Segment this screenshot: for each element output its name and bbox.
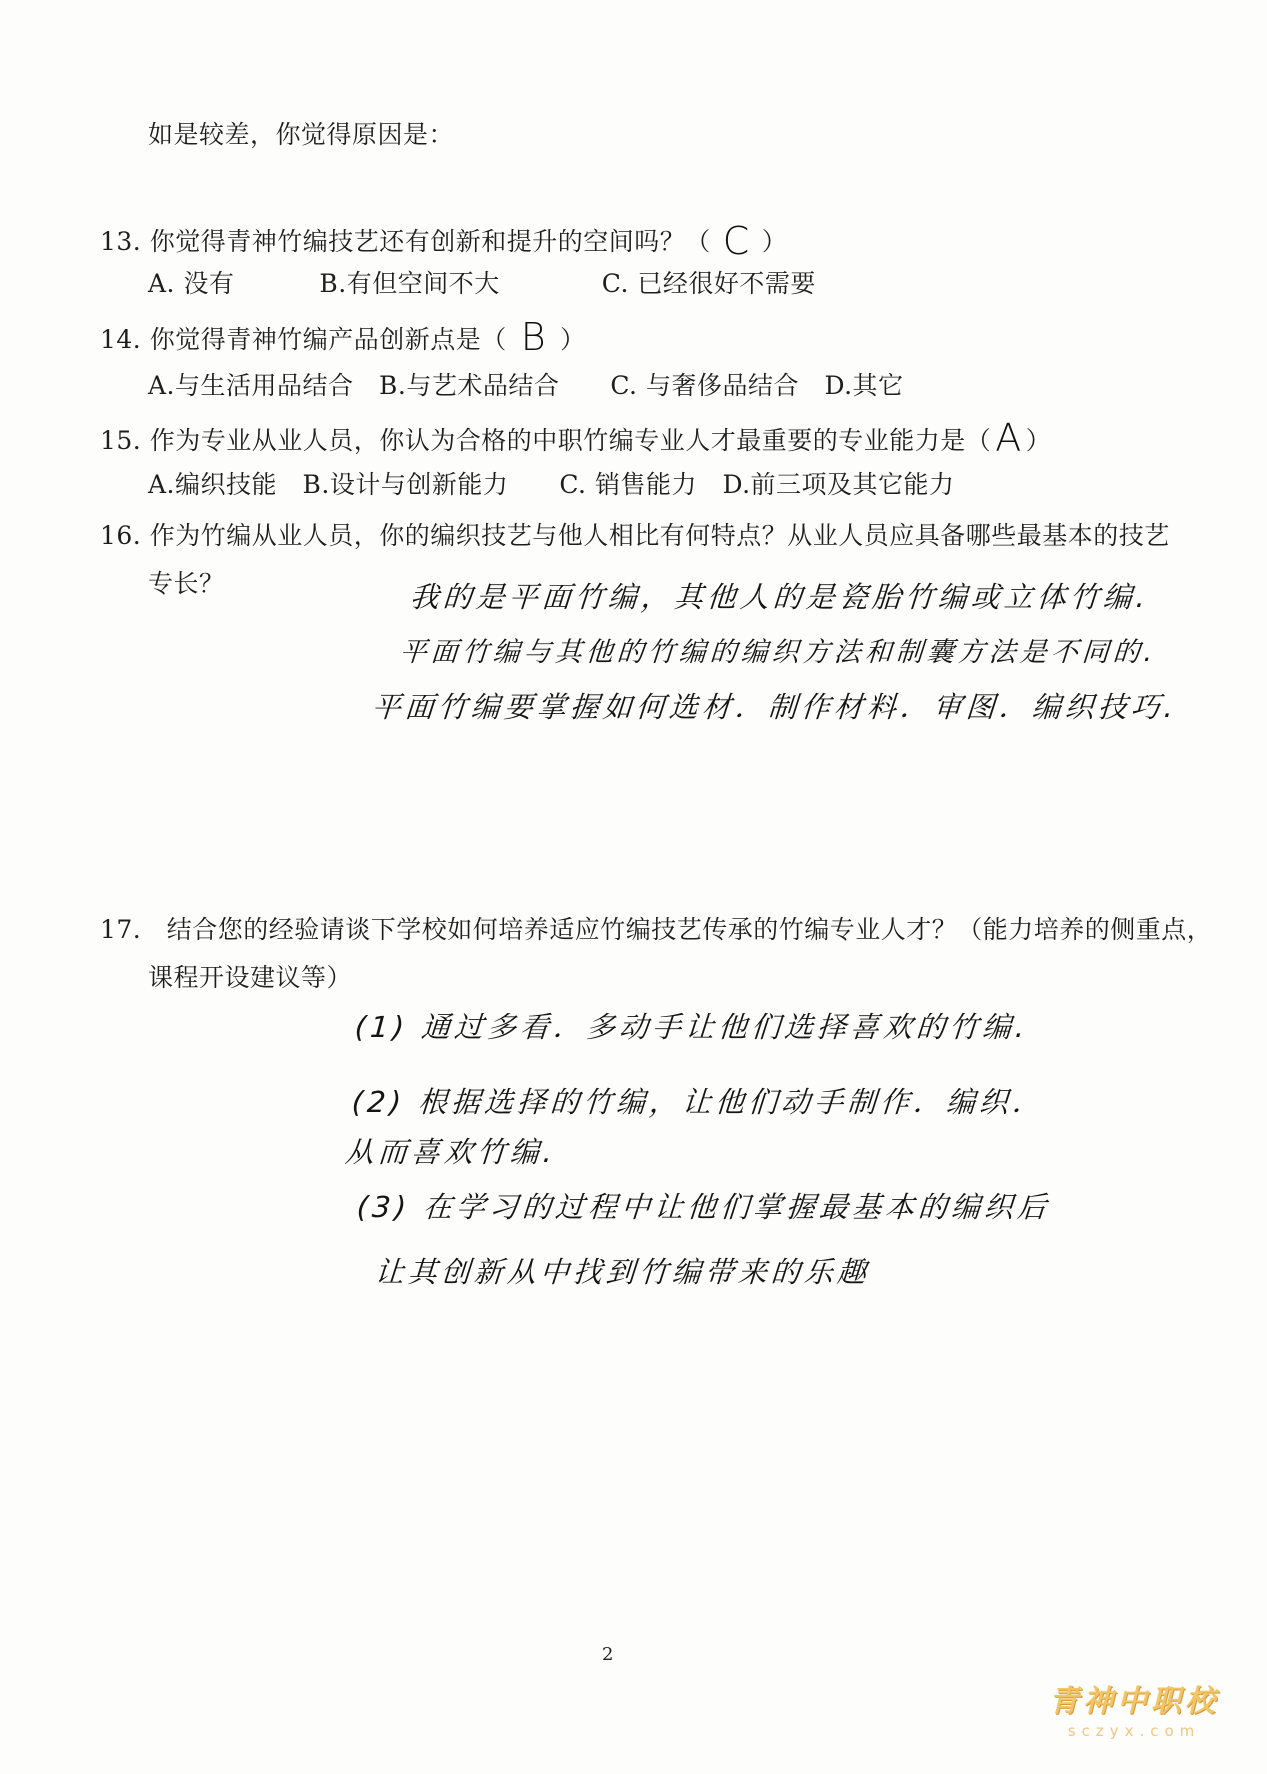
q13-question-text: 13. 你觉得青神竹编技艺还有创新和提升的空间吗？（ bbox=[100, 227, 711, 256]
q14-close: ） bbox=[560, 325, 586, 354]
q17-handwritten-line: 让其创新从中找到竹编带来的乐趣 bbox=[373, 1255, 872, 1289]
q16-question-line1: 16. 作为竹编从业人员，你的编织技艺与他人相比有何特点？从业人员应具备哪些最基本的技艺 bbox=[100, 521, 1170, 550]
q15-question bbox=[100, 416, 1052, 460]
q13-options: A. 没有 B.有但空间不大 C. 已经很好不需要 bbox=[148, 269, 816, 298]
watermark-url: sczyx.com bbox=[1067, 1722, 1201, 1740]
intro-line: 如是较差，你觉得原因是： bbox=[148, 120, 455, 149]
q16-question-line2: 专长？ bbox=[148, 569, 225, 598]
page-number: 2 bbox=[602, 1644, 614, 1665]
q17-handwritten-line: (2) 根据选择的竹编，让他们动手制作．编织． bbox=[350, 1085, 1047, 1119]
q13-answer: C bbox=[722, 219, 750, 263]
q14-question-text: 14. 你觉得青神竹编产品创新点是（ bbox=[100, 325, 507, 354]
q16-handwritten-line: 我的是平面竹编，其他人的是瓷胎竹编或立体竹编. bbox=[408, 580, 1151, 614]
q14-options: A.与生活用品结合 B.与艺术品结合 C. 与奢侈品结合 D.其它 bbox=[148, 371, 904, 400]
q17-handwritten-line: 从而喜欢竹编. bbox=[343, 1135, 558, 1169]
q15-answer: A bbox=[995, 416, 1022, 460]
q13-close: ） bbox=[761, 227, 788, 256]
q13-question bbox=[100, 219, 788, 263]
watermark bbox=[1049, 1676, 1219, 1740]
q16-handwritten-line: 平面竹编与其他的竹编的编织方法和制囊方法是不同的. bbox=[398, 637, 1158, 668]
q15-question-text: 15. 作为专业从业人员，你认为合格的中职竹编专业人才最重要的专业能力是（ bbox=[100, 426, 992, 455]
q17-handwritten-line: (3) 在学习的过程中让他们掌握最基本的编织后 bbox=[355, 1190, 1052, 1224]
q17-handwritten-line: (1) 通过多看．多动手让他们选择喜欢的竹编. bbox=[353, 1010, 1030, 1044]
q15-options: A.编织技能 B.设计与创新能力 C. 销售能力 D.前三项及其它能力 bbox=[148, 470, 955, 499]
watermark-title: 青神中职校 bbox=[1049, 1684, 1219, 1719]
q16-handwritten-line: 平面竹编要掌握如何选材．制作材料．审图．编织技巧. bbox=[370, 690, 1179, 724]
q17-question-line2: 课程开设建议等） bbox=[148, 963, 353, 992]
q14-answer: B bbox=[520, 315, 547, 359]
q17-question-line1: 17. 结合您的经验请谈下学校如何培养适应竹编技艺传承的竹编专业人才？（能力培养的侧重点， bbox=[100, 915, 1213, 944]
q15-close: ） bbox=[1025, 426, 1052, 455]
q14-question bbox=[100, 315, 586, 359]
